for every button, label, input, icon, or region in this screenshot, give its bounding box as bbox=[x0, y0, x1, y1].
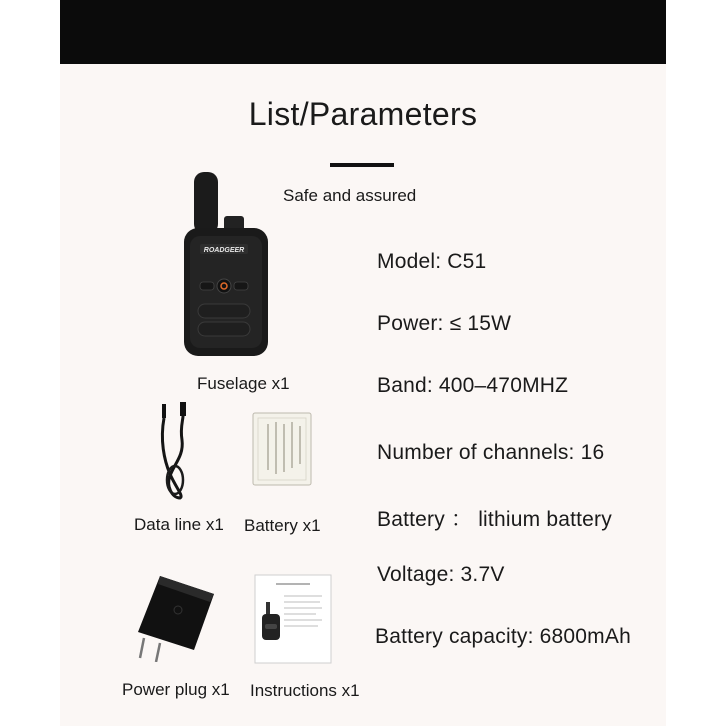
instructions-image bbox=[254, 574, 332, 664]
fuselage-caption: Fuselage x1 bbox=[197, 374, 290, 393]
instructions-caption: Instructions x1 bbox=[250, 681, 360, 700]
walkie-talkie-image bbox=[176, 170, 276, 362]
radio-brand-label: ROADGEER bbox=[203, 247, 245, 254]
subtitle: Safe and assured bbox=[283, 186, 417, 205]
title-divider bbox=[330, 163, 394, 167]
top-banner bbox=[60, 0, 666, 64]
data-line-image bbox=[150, 400, 204, 500]
spec-battery-type: Battery ： lithium battery bbox=[377, 508, 612, 531]
power-plug-image bbox=[132, 572, 218, 662]
data-line-caption: Data line x1 bbox=[134, 515, 224, 534]
page-title: List/Parameters bbox=[248, 96, 478, 132]
spec-channels: Number of channels: 16 bbox=[377, 441, 605, 464]
spec-band: Band: 400–470MHZ bbox=[377, 374, 569, 397]
spec-voltage: Voltage: 3.7V bbox=[377, 563, 505, 586]
battery-image bbox=[252, 412, 312, 486]
battery-caption: Battery x1 bbox=[244, 516, 321, 535]
spec-power: Power: ≤ 15W bbox=[377, 312, 512, 335]
spec-battery-capacity: Battery capacity: 6800mAh bbox=[375, 625, 631, 648]
power-plug-caption: Power plug x1 bbox=[122, 680, 230, 699]
spec-model: Model: C51 bbox=[377, 250, 487, 273]
